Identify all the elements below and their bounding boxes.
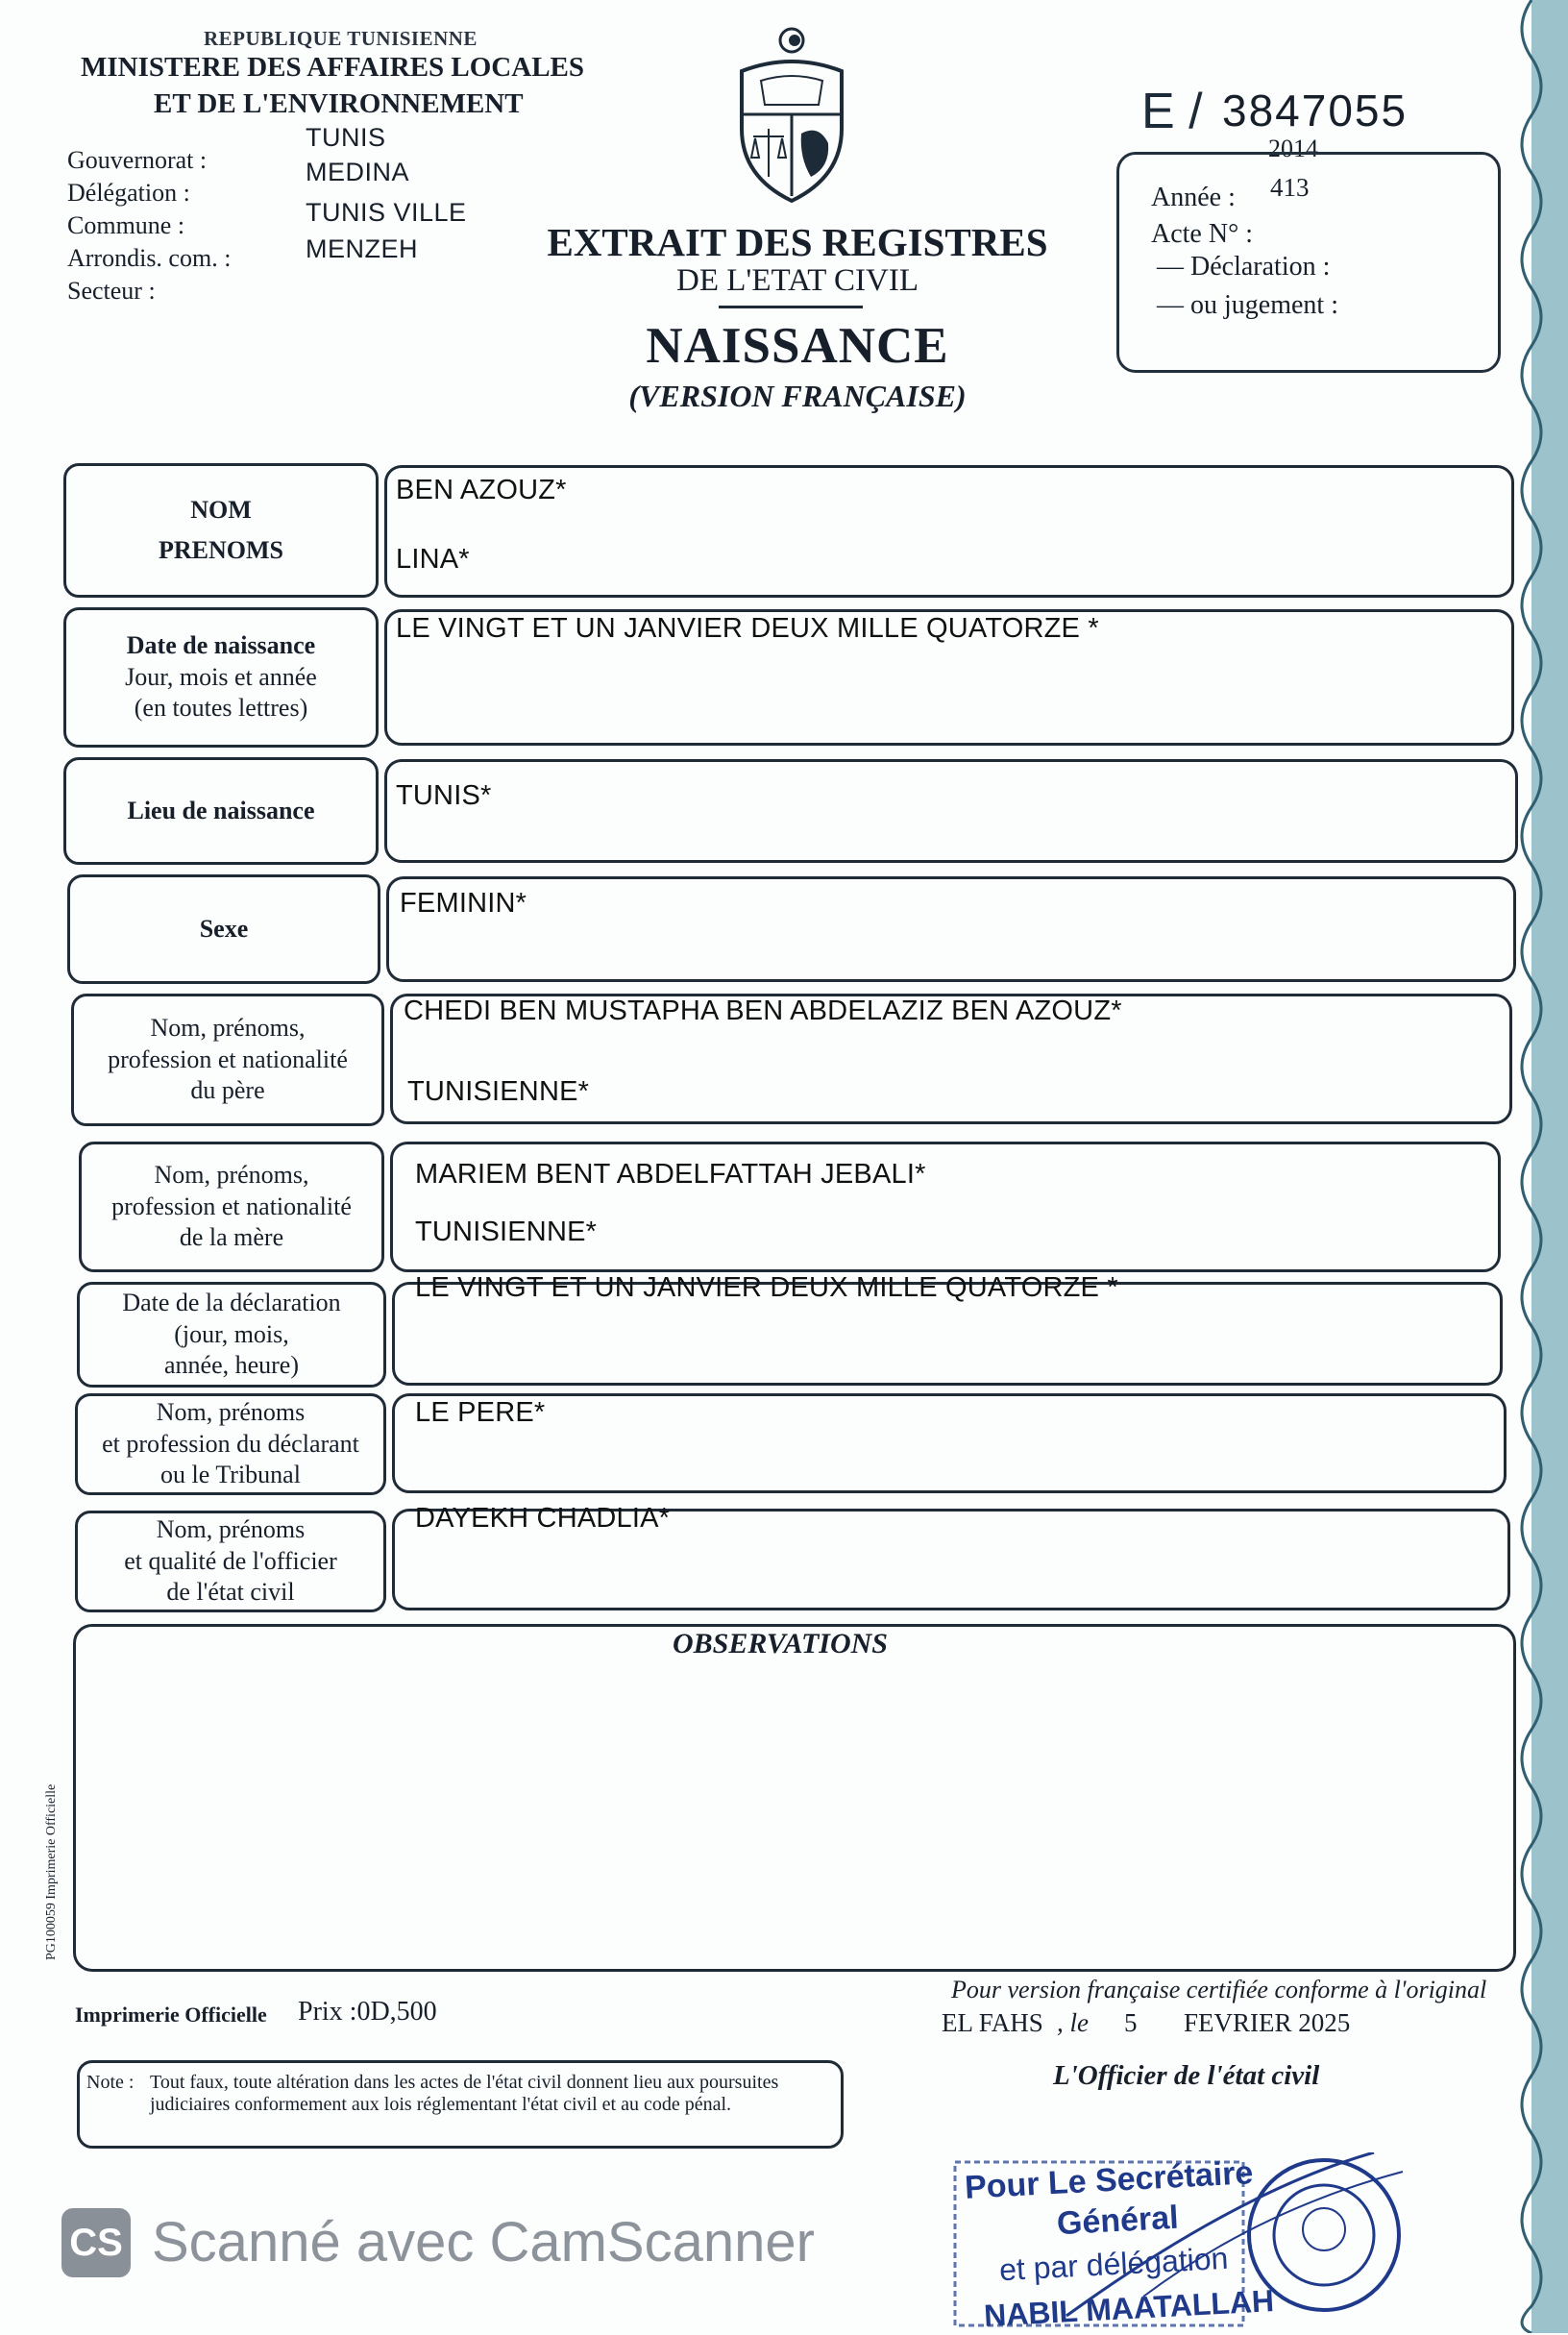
mere-label-box [79,1142,384,1272]
republique-heading: REPUBLIQUE TUNISIENNE [204,27,478,50]
sexe-value-box [386,876,1516,982]
issue-place: EL FAHS [942,2008,1043,2037]
issue-month-year: FEVRIER 2025 [1184,2008,1351,2037]
title-naissance: NAISSANCE [646,318,949,374]
title-version: (VERSION FRANÇAISE) [628,379,967,413]
declarant-label-3: ou le Tribunal [160,1461,301,1489]
registry-number: 3847055 [1222,86,1409,135]
officier-label-2: et qualité de l'officier [124,1546,337,1575]
stamp-line-2: Général [1056,2199,1180,2243]
officier-label-1: Nom, prénoms [156,1515,306,1544]
date-declaration-label-3: année, heure) [163,1351,300,1380]
declarant-label-box [75,1393,386,1495]
note-label: Note : [86,2072,135,2093]
lieu-naissance-label-box [63,757,379,865]
declarant-value-box [392,1393,1507,1493]
mere-label-1: Nom, prénoms, [154,1161,309,1190]
mere-nationality-value: TUNISIENNE* [415,1217,598,1247]
declarant-label-1: Nom, prénoms [156,1398,306,1427]
mere-label-3: de la mère [179,1223,284,1252]
secteur-label: Secteur : [67,277,156,305]
sexe-label-box [67,874,380,984]
sexe-value: FEMININ* [400,888,527,919]
date-naissance-value: LE VINGT ET UN JANVIER DEUX MILLE QUATORZE * [396,613,1099,644]
date-declaration-label-box [77,1282,386,1388]
lieu-naissance-value-box [384,759,1518,863]
declarant-label-2: et profession du déclarant [102,1429,359,1458]
imprimerie-label: Imprimerie Officielle [75,2003,267,2027]
officier-label-3: de l'état civil [166,1578,295,1607]
prenoms-value: LINA* [396,544,470,575]
note-text: Tout faux, toute altération dans les actes de l'état civil donnent lieu aux poursuites judiciaires conformement aux lois réglementant l'état civil et au code pénal. [150,2072,779,2115]
coat-of-arms-emblem [723,23,861,206]
observations-box [73,1624,1516,1972]
gouvernorat-label: Gouvernorat : [67,146,208,174]
lieu-naissance-value: TUNIS* [396,780,492,811]
title-etat-civil: DE L'ETAT CIVIL [676,263,919,298]
pere-label-2: profession et nationalité [108,1045,348,1073]
lieu-naissance-label: Lieu de naissance [127,796,315,824]
certification-text: Pour version française certifiée conforme à l'original [951,1976,1487,2003]
pere-name-value: CHEDI BEN MUSTAPHA BEN ABDELAZIZ BEN AZOUZ* [404,995,1122,1026]
camscanner-watermark-text: Scanné avec CamScanner [152,2211,815,2274]
pere-nationality-value: TUNISIENNE* [407,1076,590,1107]
title-divider [719,306,863,308]
commune-label: Commune : [67,211,185,239]
gouvernorat-value: TUNIS [306,123,386,152]
stamp-line-3: et par délégation [998,2240,1230,2288]
delegation-label: Délégation : [67,179,190,207]
date-naissance-label-box [63,607,379,748]
declarant-value: LE PERE* [415,1397,546,1428]
pere-label-3: du père [190,1076,265,1105]
mere-name-value: MARIEM BENT ABDELFATTAH JEBALI* [415,1159,926,1190]
delegation-value: MEDINA [306,158,410,186]
nom-label: NOM [190,495,252,524]
prenoms-label: PRENOMS [159,536,283,564]
ministere-heading-1: MINISTERE DES AFFAIRES LOCALES [81,52,585,83]
date-naissance-label: Date de naissance [126,631,316,660]
camscanner-logo-icon: CS [61,2208,131,2277]
date-declaration-label-1: Date de la déclaration [122,1289,341,1317]
registry-year: 2014 [1268,135,1318,162]
prix-label: Prix :0D,500 [298,1997,437,2027]
date-naissance-sublabel-2: (en toutes lettres) [134,694,308,723]
officer-title: L'Officier de l'état civil [1053,2060,1320,2091]
ministere-heading-2: ET DE L'ENVIRONNEMENT [154,88,524,119]
pere-label-1: Nom, prénoms, [150,1014,306,1043]
observations-title: OBSERVATIONS [673,1628,888,1659]
mere-label-2: profession et nationalité [111,1192,352,1220]
printer-side-text: PG100059 Imprimerie Officielle [44,1783,59,1960]
pere-label-box [71,994,384,1126]
arrondissement-label: Arrondis. com. : [67,244,232,272]
stamp-line-1: Pour Le Secrétaire [964,2154,1255,2206]
commune-value: TUNIS VILLE [306,198,467,227]
jugement-label: — ou jugement : [1157,290,1338,320]
issue-day: 5 [1124,2008,1138,2037]
date-naissance-sublabel-1: Jour, mois et année [125,662,317,691]
date-declaration-value: LE VINGT ET UN JANVIER DEUX MILLE QUATORZE * [415,1272,1118,1303]
registry-prefix: E / [1141,84,1203,139]
date-declaration-label-2: (jour, mois, [174,1319,289,1348]
acte-number-value: 413 [1270,173,1310,202]
nom-prenoms-label-box [63,463,379,598]
officier-label-box [75,1511,386,1612]
title-extrait: EXTRAIT DES REGISTRES [547,220,1048,264]
acte-label: Acte N° : [1151,219,1254,249]
annee-label: Année : [1151,183,1236,212]
arrondissement-value: MENZEH [306,234,418,263]
sexe-label: Sexe [199,914,249,943]
stamp-line-4: NABIL MAATALLAH [983,2283,1275,2333]
issue-le: , le [1057,2008,1089,2037]
declaration-label: — Déclaration : [1157,252,1331,282]
nom-value: BEN AZOUZ* [396,475,567,505]
decorative-border [1510,0,1568,2333]
officier-value: DAYEKH CHADLIA* [415,1503,671,1534]
